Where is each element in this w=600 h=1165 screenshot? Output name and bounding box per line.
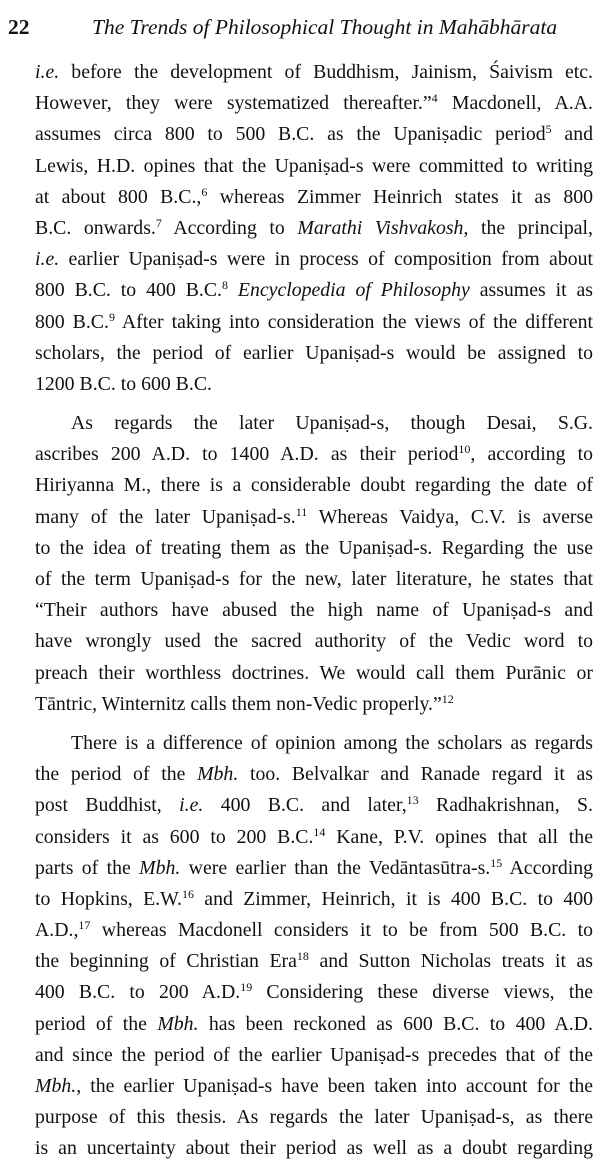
body-text [35, 57, 593, 1165]
text-line: Mbh., the earlier Upaniṣad-s have been taken into account for the [35, 1075, 593, 1097]
text-line: parts of the Mbh. were earlier than the Vedāntasūtra-s.$^{15}$ According [35, 855, 593, 879]
footnote-ref: 8 [221, 278, 228, 293]
text-line: B.C. onwards.$^7$ According to Marathi Vishvakosh, the principal, [35, 215, 593, 239]
text-line: preach their worthless doctrines. We would call them Purānic or [35, 661, 593, 684]
footnote-ref: 17 [78, 918, 91, 933]
footnote-ref: 6 [201, 184, 208, 199]
text-line: post Buddhist, i.e. 400 B.C. and later,$^{13}$ Radhakrishnan, S. [35, 793, 593, 817]
text-line: at about 800 B.C.,$^6$ whereas Zimmer Heinrich states it as 800 [35, 184, 593, 208]
paragraph [35, 408, 593, 720]
text-line: the period of the Mbh. too. Belvalkar and Ranade regard it as [35, 763, 593, 786]
text-line: the beginning of Christian Era$^{18}$ and Sutton Nicholas treats it as [35, 949, 593, 973]
text-line: to the idea of treating them as the Upaniṣad-s. Regarding the use [35, 536, 593, 559]
footnote-ref: 4 [431, 91, 438, 106]
footnote-ref: 9 [108, 309, 115, 324]
paragraph [35, 728, 593, 1165]
footnote-ref: 14 [313, 824, 326, 839]
text-line: 800 B.C.$^9$ After taking into consideration the views of the different [35, 309, 593, 333]
footnote-ref: 13 [406, 793, 419, 808]
page-header [8, 12, 592, 42]
text-line: and since the period of the earlier Upaniṣad-s precedes that of the [35, 1043, 593, 1066]
footnote-ref: 11 [295, 504, 308, 519]
footnote-ref: 19 [240, 980, 253, 995]
text-line: of the term Upaniṣad-s for the new, later literature, he states that [35, 568, 593, 590]
text-line: 800 B.C. to 400 B.C.$^8$ Encyclopedia of Philosophy assumes it as [35, 278, 593, 302]
text-line: 400 B.C. to 200 A.D.$^{19}$ Considering these diverse views, the [35, 980, 593, 1004]
footnote-ref: 18 [296, 949, 309, 964]
text-line: Tāntric, Winternitz calls them non-Vedic properly.”$^{12}$ [35, 691, 454, 715]
text-line: have wrongly used the sacred authority of the Vedic word to [35, 630, 593, 653]
footnote-ref: 15 [490, 855, 503, 870]
footnote-ref: 5 [545, 122, 552, 137]
text-line: ascribes 200 A.D. to 1400 A.D. as their period$^{10}$, according to [35, 442, 593, 466]
footnote-ref: 16 [181, 886, 194, 901]
text-line: Lewis, H.D. opines that the Upaniṣad-s were committed to writing [35, 154, 593, 177]
footnote-ref: 10 [458, 442, 471, 457]
text-line: As regards the later Upaniṣad-s, though Desai, S.G. [71, 412, 593, 435]
footnote-ref: 12 [441, 691, 454, 706]
text-line: Hiriyanna M., there is a considerable doubt regarding the date of [35, 474, 593, 497]
text-line: considers it as 600 to 200 B.C.$^{14}$ Kane, P.V. opines that all the [35, 824, 593, 848]
text-line: period of the Mbh. has been reckoned as 600 B.C. to 400 A.D. [35, 1012, 593, 1035]
page-number: 22 [8, 15, 30, 39]
footnote-ref: 7 [155, 215, 162, 230]
text-line: However, they were systematized thereafter.”$^4$ Macdonell, A.A. [35, 91, 593, 115]
text-line: purpose of this thesis. As regards the later Upaniṣad-s, as there [35, 1106, 593, 1129]
running-title: The Trends of Philosophical Thought in Mahābhārata [92, 15, 558, 39]
text-line: i.e. before the development of Buddhism, Jainism, Śaivism etc. [35, 61, 593, 83]
paragraph [35, 57, 593, 400]
text-line: to Hopkins, E.W.$^{16}$ and Zimmer, Heinrich, it is 400 B.C. to 400 [35, 886, 593, 910]
text-line: “Their authors have abused the high name of Upaniṣad-s and [35, 599, 593, 622]
text-line: There is a difference of opinion among the scholars as regards [71, 731, 593, 754]
text-line: 1200 B.C. to 600 B.C. [35, 372, 212, 395]
text-line: is an uncertainty about their period as well as a doubt regarding [35, 1137, 593, 1160]
text-line: assumes circa 800 to 500 B.C. as the Upaniṣadic period$^5$ and [35, 122, 593, 146]
text-line: scholars, the period of earlier Upaniṣad-s would be assigned to [35, 341, 593, 364]
text-line: A.D.,$^{17}$ whereas Macdonell considers it to be from 500 B.C. to [35, 918, 593, 942]
text-line: i.e. earlier Upaniṣad-s were in process of composition from about [35, 248, 593, 271]
text-line: many of the later Upaniṣad-s.$^{11}$ Whereas Vaidya, C.V. is averse [35, 504, 593, 528]
